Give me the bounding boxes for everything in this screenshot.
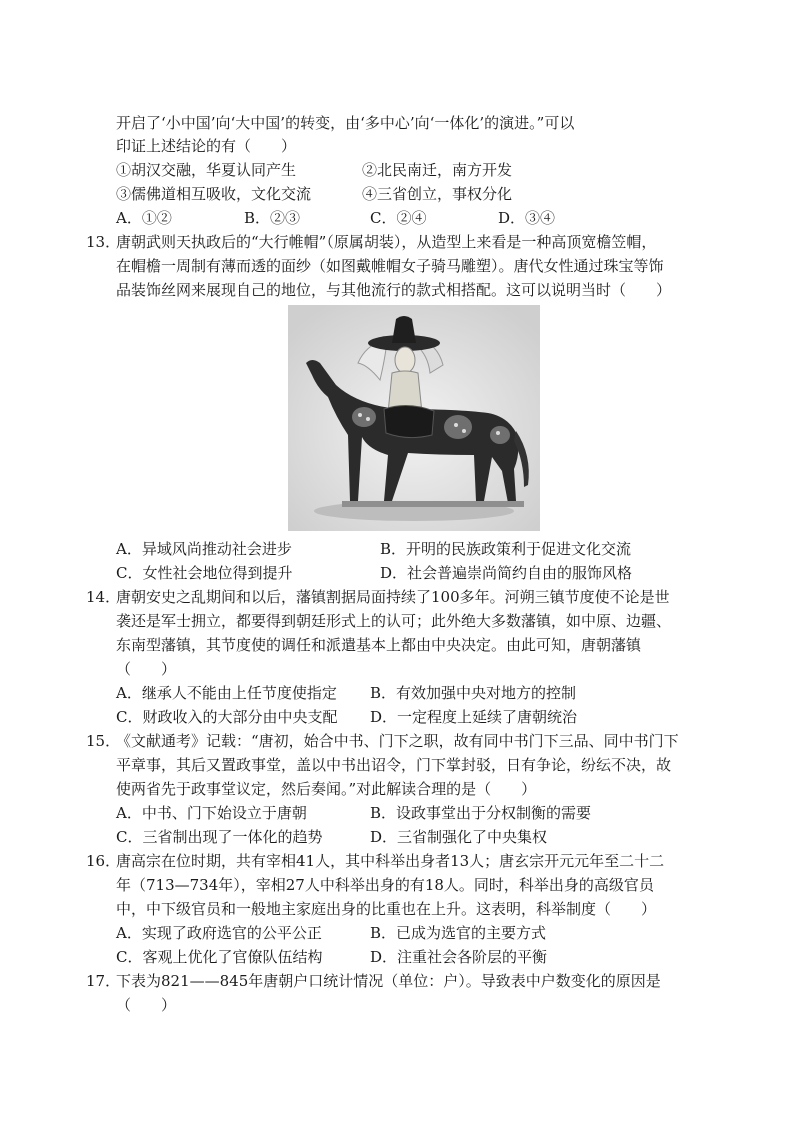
option-label: A． bbox=[116, 684, 142, 702]
q13-option-c bbox=[116, 562, 293, 584]
option-label: B． bbox=[370, 684, 397, 702]
q16-text-line-2: 年（713—734年），宰相27人中科举出身的有18人。同时，科举出身的高级官员 bbox=[116, 876, 654, 894]
option-text: ②③ bbox=[270, 209, 301, 227]
q16-number: 16． bbox=[86, 852, 121, 870]
option-label: A． bbox=[116, 924, 142, 942]
q14-option-b bbox=[370, 682, 576, 704]
option-text: 一定程度上延续了唐朝统治 bbox=[397, 708, 578, 726]
horse-rider-sculpture-photo bbox=[288, 305, 540, 531]
q16-option-b bbox=[370, 922, 546, 944]
q12-text-line-1: 开启了‘小中国’向‘大中国’的转变，由‘多中心’向‘一体化’的演进。”可以 bbox=[116, 114, 575, 132]
q16-option-d bbox=[370, 946, 547, 968]
option-label: A． bbox=[116, 209, 142, 227]
option-label: C． bbox=[116, 564, 143, 582]
q17-text-line-2: （ ） bbox=[116, 996, 177, 1014]
q15-number: 15． bbox=[86, 732, 121, 750]
q14-number: 14． bbox=[86, 588, 121, 606]
q12-option-d bbox=[498, 207, 555, 229]
option-label: B． bbox=[380, 540, 407, 558]
option-text: 注重社会各阶层的平衡 bbox=[397, 948, 548, 966]
q16-text-line-1: 唐高宗在位时期，共有宰相41人，其中科举出身者13人；唐玄宗开元元年至二十二 bbox=[116, 852, 665, 870]
q14-option-a bbox=[116, 682, 337, 704]
q13-text-line-1: 唐朝武则天执政后的“大行帷帽”（原属胡装），从造型上来看是一种高顶宽檐笠帽， bbox=[116, 233, 657, 251]
option-label: C． bbox=[370, 209, 397, 227]
q13-text-line-3: 品装饰丝网来展现自己的地位，与其他流行的款式相搭配。这可以说明当时（ ） bbox=[116, 281, 672, 299]
q13-option-d bbox=[380, 562, 632, 584]
option-label: D． bbox=[380, 564, 408, 582]
option-text: 有效加强中央对地方的控制 bbox=[396, 684, 577, 702]
option-text: 中书、门下始设立于唐朝 bbox=[141, 804, 307, 822]
option-text: 社会普遍崇尚简约自由的服饰风格 bbox=[407, 564, 633, 582]
q12-text-line-2: 印证上述结论的有（ ） bbox=[116, 137, 297, 155]
q13-text-line-2: 在帽檐一周制有薄而透的面纱（如图戴帷帽女子骑马雕塑）。唐代女性通过珠宝等饰 bbox=[116, 257, 664, 275]
q14-text-line-1: 唐朝安史之乱期间和以后，藩镇割据局面持续了100多年。河朔三镇节度使不论是世 bbox=[116, 588, 670, 606]
option-text: 三省制强化了中央集权 bbox=[397, 828, 548, 846]
q15-option-b bbox=[370, 802, 591, 824]
option-text: 继承人不能由上任节度使指定 bbox=[141, 684, 337, 702]
q14-option-d bbox=[370, 706, 577, 728]
q16-option-a bbox=[116, 922, 322, 944]
q12-option-c bbox=[370, 207, 427, 229]
q13-number: 13． bbox=[86, 233, 121, 251]
q12-statement-2: ②北民南迁，南方开发 bbox=[362, 161, 513, 179]
option-text: 实现了政府选官的公平公正 bbox=[141, 924, 322, 942]
q12-option-a bbox=[116, 207, 172, 229]
option-text: 三省制出现了一体化的趋势 bbox=[142, 828, 323, 846]
q15-option-d bbox=[370, 826, 547, 848]
option-text: 已成为选官的主要方式 bbox=[396, 924, 547, 942]
q14-text-line-2: 袭还是军士拥立，都要得到朝廷形式上的认可；此外绝大多数藩镇，如中原、边疆、 bbox=[116, 612, 672, 630]
option-text: 客观上优化了官僚队伍结构 bbox=[142, 948, 323, 966]
q12-statement-3: ③儒佛道相互吸收，文化交流 bbox=[116, 185, 312, 203]
option-text: ①② bbox=[141, 209, 172, 227]
q17-number: 17． bbox=[86, 972, 121, 990]
option-label: B． bbox=[370, 804, 397, 822]
q12-statement-4: ④三省创立，事权分化 bbox=[362, 185, 513, 203]
option-label: D． bbox=[370, 708, 398, 726]
q16-text-line-3: 中，中下级官员和一般地主家庭出身的比重也在上升。这表明，科举制度（ ） bbox=[116, 900, 657, 918]
q12-option-b bbox=[244, 207, 300, 229]
q12-statement-1: ①胡汉交融，华夏认同产生 bbox=[116, 161, 297, 179]
option-label: C． bbox=[116, 948, 143, 966]
option-label: C． bbox=[116, 708, 143, 726]
option-label: B． bbox=[370, 924, 397, 942]
q15-text-line-1: 《文献通考》记载：“唐初，始合中书、门下之职，故有同中书门下三品、同中书门下 bbox=[116, 732, 679, 750]
option-label: A． bbox=[116, 804, 142, 822]
q13-option-b bbox=[380, 538, 631, 560]
q14-text-line-3: 东南型藩镇，其节度使的调任和派遣基本上都由中央决定。由此可知，唐朝藩镇 bbox=[116, 636, 642, 654]
q15-text-line-2: 平章事，其后又置政事堂，盖以中书出诏令，门下掌封驳，日有争论，纷纭不决，故 bbox=[116, 756, 672, 774]
q14-option-c bbox=[116, 706, 338, 728]
option-label: C． bbox=[116, 828, 143, 846]
q15-option-c bbox=[116, 826, 323, 848]
q14-text-line-4: （ ） bbox=[116, 660, 177, 678]
q15-option-a bbox=[116, 802, 307, 824]
option-label: B． bbox=[244, 209, 271, 227]
option-label: D． bbox=[370, 828, 398, 846]
q16-option-c bbox=[116, 946, 323, 968]
q15-text-line-3: 使两省先于政事堂议定，然后奏闻。”对此解读合理的是（ ） bbox=[116, 780, 537, 798]
option-text: 设政事堂出于分权制衡的需要 bbox=[396, 804, 592, 822]
option-label: A． bbox=[116, 540, 142, 558]
option-text: 女性社会地位得到提升 bbox=[142, 564, 293, 582]
option-text: 开明的民族政策利于促进文化交流 bbox=[406, 540, 632, 558]
q13-option-a bbox=[116, 538, 292, 560]
option-text: ③④ bbox=[525, 209, 556, 227]
option-text: ②④ bbox=[396, 209, 427, 227]
option-label: D． bbox=[498, 209, 526, 227]
option-text: 异域风尚推动社会进步 bbox=[141, 540, 292, 558]
option-label: D． bbox=[370, 948, 398, 966]
q17-text-line-1: 下表为821——845年唐朝户口统计情况（单位：户）。导致表中户数变化的原因是 bbox=[116, 972, 661, 990]
option-text: 财政收入的大部分由中央支配 bbox=[142, 708, 338, 726]
